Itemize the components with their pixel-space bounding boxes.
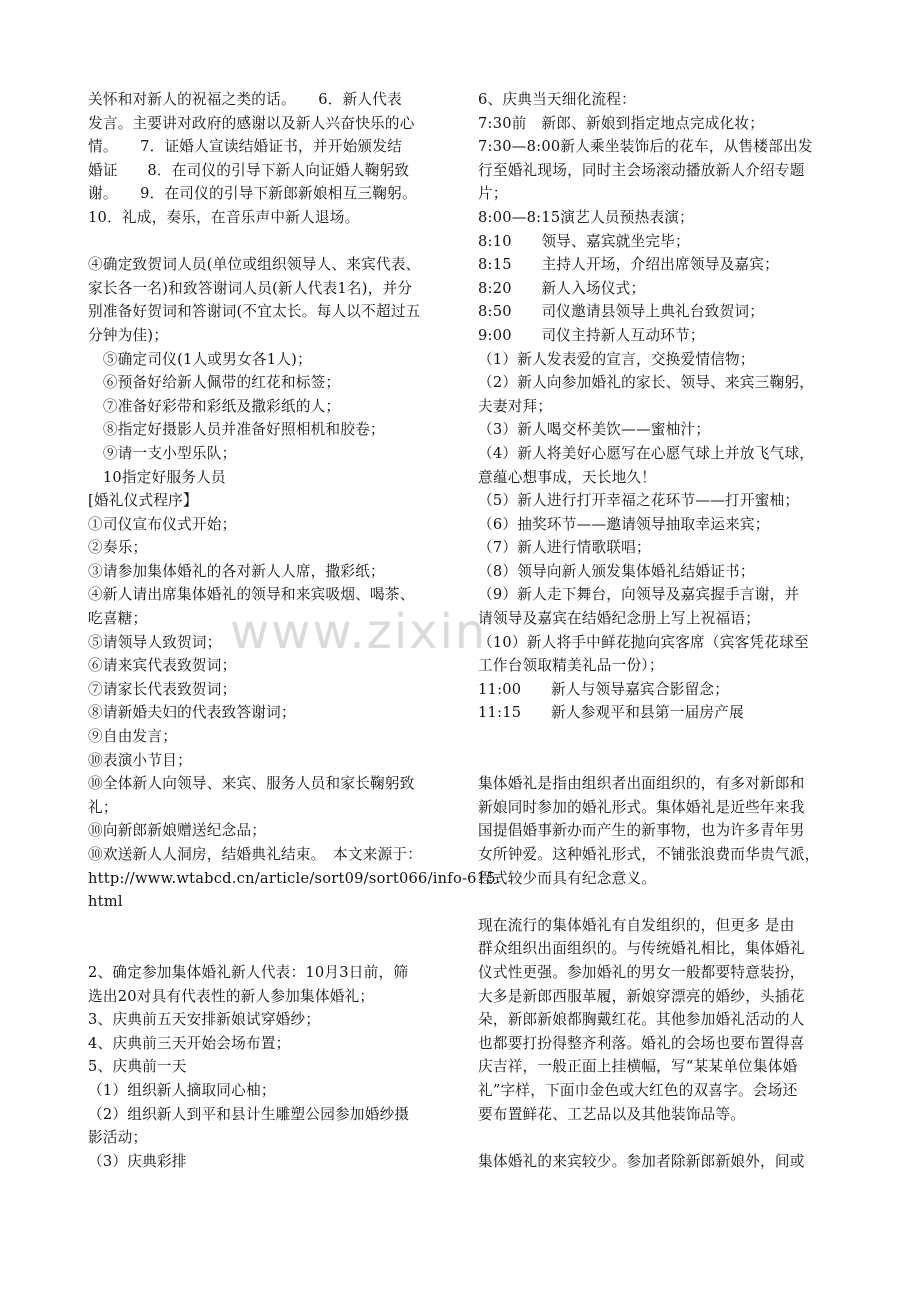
text-line: 请领导及嘉宾在结婚纪念册上写上祝福语； xyxy=(478,610,761,628)
text-line: （4）新人将美好心愿写在心愿气球上并放飞气球， xyxy=(478,444,815,462)
text-line: ③请参加集体婚礼的各对新人人席，撒彩纸； xyxy=(88,562,385,580)
text-line: 庆吉祥，一般正面上挂横幅，写“某某单位集体婚 xyxy=(478,1058,798,1076)
text-line: 谢。 9．在司仪的引导下新郎新娘相互三鞠躬。 xyxy=(88,185,417,203)
text-line: 群众组织出面组织的。与传统婚礼相比，集体婚礼 xyxy=(478,940,805,958)
text-line: ⑧请新婚夫妇的代表致答谢词； xyxy=(88,704,296,722)
text-line: 仪式性更强。参加婚礼的男女一般都要特意装扮， xyxy=(478,963,805,981)
text-line: 女所钟爱。这种婚礼形式，不铺张浪费而华贵气派， xyxy=(478,846,820,863)
text-line: 婚证 8．在司仪的引导下新人向证婚人鞠躬致 xyxy=(88,161,410,179)
text-line: （1）新人发表爱的宣言，交换爱情信物； xyxy=(478,350,755,368)
text-line: ⑩表演小节目； xyxy=(88,751,192,769)
text-line: 情。 7．证婚人宣读结婚证书，并开始颁发结 xyxy=(88,138,402,156)
text-line: 关怀和对新人的祝福之类的话。 6．新人代表 xyxy=(88,91,402,108)
text-line: 现在流行的集体婚礼有自发组织的，但更多 是由 xyxy=(478,916,795,934)
text-line: 新娘同时参加的婚礼形式。集体婚礼是近些年来我 xyxy=(478,798,805,816)
text-line: 程式较少而具有纪念意义。 xyxy=(478,869,657,887)
text-line: （1）组织新人摘取同心柚； xyxy=(88,1081,276,1099)
text-line: 8:15 主持人开场，介绍出席领导及嘉宾； xyxy=(478,256,779,274)
text-line: （10）新人将手中鲜花抛向宾客席（宾客凭花球至 xyxy=(478,633,809,651)
text-line: 8:10 领导、嘉宾就坐完毕； xyxy=(478,232,690,250)
text-line: 行至婚礼现场，同时主会场滚动播放新人介绍专题 xyxy=(478,161,805,179)
text-line: 别准备好贺词和答谢词(不宜太长。每人以不超过五 xyxy=(88,303,421,321)
text-line: 3、庆典前五天安排新娘试穿婚纱； xyxy=(88,1011,321,1029)
text-line: http://www.wtabcd.cn/article/sort09/sort066/info-615. xyxy=(88,869,501,887)
blank-line xyxy=(478,725,834,749)
text-line: ⑨请一支小型乐队； xyxy=(88,444,237,462)
text-line: 9:00 司仪主持新人互动环节； xyxy=(478,326,705,344)
text-line: 吃喜糖； xyxy=(88,610,148,628)
text-line: ①司仪宣布仪式开始； xyxy=(88,515,237,533)
text-line: （3）庆典彩排 xyxy=(88,1152,187,1170)
text-line: 6、庆典当天细化流程： xyxy=(478,91,636,108)
text-line: （7）新人进行情歌联唱； xyxy=(478,539,651,557)
text-line: 要布置鲜花、工艺品以及其他装饰品等。 xyxy=(478,1105,746,1123)
right-column xyxy=(478,88,834,1173)
text-line: ⑥请来宾代表致贺词； xyxy=(88,657,237,675)
text-line: 朵，新郎新娘都胸戴红花。其他参加婚礼活动的人 xyxy=(478,1011,805,1029)
text-line: 7:30前 新郎、新娘到指定地点完成化妆； xyxy=(478,114,765,132)
text-line: 工作台领取精美礼品一份）； xyxy=(478,657,664,675)
text-line: 5、庆典前一天 xyxy=(88,1058,187,1076)
text-line: （9）新人走下舞台，向领导及嘉宾握手言谢，并 xyxy=(478,586,800,604)
text-line: 国提倡婚事新办而产生的新事物，也为许多青年男 xyxy=(478,822,805,840)
text-line: ⑨自由发言； xyxy=(88,728,178,746)
text-line: 家长各一名)和致答谢词人员(新人代表1名)，并分 xyxy=(88,279,413,297)
text-line: 片； xyxy=(478,185,508,203)
text-line: 影活动； xyxy=(88,1129,148,1147)
blank-line xyxy=(88,230,444,254)
text-line: ⑤确定司仪(1人或男女各1人)； xyxy=(88,350,312,368)
text-line: 8:00—8:15演艺人员预热表演； xyxy=(478,208,694,226)
text-line: （8）领导向新人颁发集体婚礼结婚证书； xyxy=(478,562,755,580)
left-column xyxy=(88,88,501,1173)
text-line: ②奏乐； xyxy=(88,539,148,557)
text-line: （6）抽奖环节——邀请领导抽取幸运来宾； xyxy=(478,515,770,533)
text-line: 分钟为佳)； xyxy=(88,326,169,344)
text-line: 11:15 新人参观平和县第一届房产展 xyxy=(478,704,744,722)
text-line: 集体婚礼是指由组织者出面组织的，有多对新郎和 xyxy=(478,775,805,793)
text-line: ⑩欢送新人人洞房，结婚典礼结束。 本文来源于： xyxy=(88,846,423,863)
blank-line xyxy=(478,749,834,773)
text-line: （2）新人向参加婚礼的家长、领导、来宾三鞠躬， xyxy=(478,374,815,392)
watermark: www.zixin xyxy=(230,604,488,660)
text-line: 也都要打扮得整齐利落。婚礼的会场也要布置得喜 xyxy=(478,1034,805,1052)
text-line: ⑥预备好给新人佩带的红花和标签； xyxy=(88,374,341,392)
text-line: 选出20对具有代表性的新人参加集体婚礼； xyxy=(88,987,375,1005)
text-line: 礼； xyxy=(88,798,118,816)
text-line: html xyxy=(88,893,123,911)
text-line: 2、确定参加集体婚礼新人代表：10月3日前，筛 xyxy=(88,963,409,981)
text-line: 大多是新郎西服革履，新娘穿漂亮的婚纱，头插花 xyxy=(478,987,805,1005)
text-line: 11:00 新人与领导嘉宾合影留念； xyxy=(478,680,730,698)
text-line: （3）新人喝交杯美饮——蜜柚汁； xyxy=(478,421,711,439)
text-line: 夫妻对拜； xyxy=(478,397,553,415)
text-line: [婚礼仪式程序】 xyxy=(88,492,198,510)
text-line: ④确定致贺词人员(单位或组织领导人、来宾代表、 xyxy=(88,256,421,274)
blank-line xyxy=(478,1126,834,1150)
text-line: （2）组织新人到平和县计生雕塑公园参加婚纱摄 xyxy=(88,1105,410,1123)
blank-line xyxy=(88,914,444,938)
text-line: 10．礼成，奏乐，在音乐声中新人退场。 xyxy=(88,208,360,226)
text-line: 集体婚礼的来宾较少。参加者除新郎新娘外，间或 xyxy=(478,1152,805,1170)
text-line: 4、庆典前三天开始会场布置； xyxy=(88,1034,291,1052)
text-line: ⑦请家长代表致贺词； xyxy=(88,680,237,698)
text-line: 发言。主要讲对政府的感谢以及新人兴奋快乐的心 xyxy=(88,114,415,132)
text-line: 8:50 司仪邀请县领导上典礼台致贺词； xyxy=(478,303,765,321)
blank-line xyxy=(88,937,444,961)
text-line: ⑩全体新人向领导、来宾、服务人员和家长鞠躬致 xyxy=(88,775,415,793)
text-line: （5）新人进行打开幸福之花环节——打开蜜柚； xyxy=(478,492,800,510)
text-line: ⑤请领导人致贺词； xyxy=(88,633,222,651)
text-line: ⑧指定好摄影人员并准备好照相机和胶卷； xyxy=(88,421,385,439)
blank-line xyxy=(478,890,834,914)
text-line: ⑦准备好彩带和彩纸及撒彩纸的人； xyxy=(88,397,341,415)
text-line: 10指定好服务人员 xyxy=(88,468,226,486)
text-line: 8:20 新人入场仪式； xyxy=(478,279,646,297)
text-line: ⑩向新郎新娘赠送纪念品； xyxy=(88,822,267,840)
text-line: ④新人请出席集体婚礼的领导和来宾吸烟、喝茶、 xyxy=(88,586,415,604)
text-line: 礼”字样，下面巾金色或大红色的双喜字。会场还 xyxy=(478,1081,798,1099)
text-line: 7:30—8:00新人乘坐装饰后的花车，从售楼部出发 xyxy=(478,138,813,156)
text-line: 意蕴心想事成，天长地久！ xyxy=(478,468,657,486)
